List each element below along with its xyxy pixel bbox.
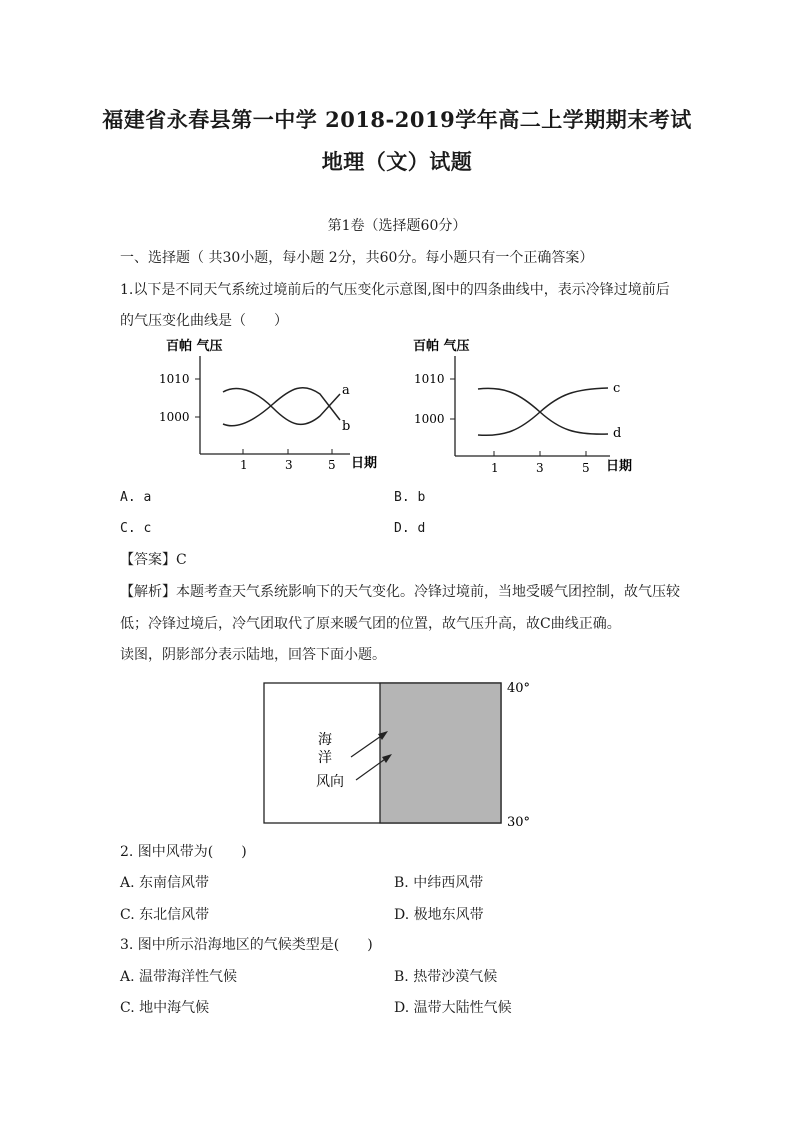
coast-map [260, 674, 540, 834]
latitude-label-top: 40° [507, 681, 531, 696]
curve-b [223, 388, 340, 426]
wind-direction-label: 风向 [316, 774, 344, 790]
curve-c [478, 388, 608, 434]
q1-analysis-line1: 【解析】本题考查天气系统影响下的天气变化。冷锋过境前，当地受暖气团控制，故气压较 [120, 584, 680, 600]
part-header: 一、选择题（ 共30小题，每小题 2分，共60分。每小题只有一个正确答案） [120, 250, 594, 266]
curve-label-b: b [342, 419, 351, 434]
ocean-label-2: 洋 [318, 750, 332, 766]
chart-right-xtick: 3 [536, 461, 544, 475]
chart-left-ytick: 1010 [159, 372, 190, 386]
curve-label-c: c [613, 381, 621, 396]
page-subtitle: 地理（文）试题 [321, 149, 473, 174]
q1-stem-line1: 1.以下是不同天气系统过境前后的气压变化示意图,图中的四条曲线中，表示冷锋过境前后 [120, 282, 670, 298]
q1-option-b: B. b [394, 490, 426, 505]
q3-option-d: D. 温带大陆性气候 [394, 1000, 512, 1016]
pressure-chart-left [155, 334, 385, 476]
curve-a [223, 389, 340, 425]
q1-analysis-line2: 低；冷锋过境后，冷气团取代了原来暖气团的位置，故气压升高，故C曲线正确。 [120, 616, 621, 632]
q1-option-c: C. c [120, 521, 152, 536]
read-prompt: 读图，阴影部分表示陆地，回答下面小题。 [120, 647, 386, 663]
curve-d [478, 388, 608, 435]
chart-right-ylabel: 百帕 气压 [413, 339, 470, 354]
chart-left-xtick: 3 [285, 458, 293, 472]
q1-option-d: D. d [394, 521, 426, 536]
q3-option-b: B. 热带沙漠气候 [394, 969, 498, 985]
q2-option-c: C. 东北信风带 [120, 907, 210, 923]
curve-label-d: d [613, 426, 622, 441]
chart-left-xtick: 1 [240, 458, 248, 472]
page-title: 福建省永春县第一中学 2018-2019学年高二上学期期末考试 [102, 107, 692, 132]
chart-left-xtick: 5 [328, 458, 336, 472]
q2-option-d: D. 极地东风带 [394, 907, 484, 923]
q1-stem-line2: 的气压变化曲线是（ ） [120, 313, 288, 329]
latitude-label-bottom: 30° [507, 815, 531, 830]
chart-left-ylabel: 百帕 气压 [166, 339, 223, 354]
q3-option-a: A. 温带海洋性气候 [120, 969, 238, 985]
section-header: 第1卷（选择题60分） [327, 218, 467, 234]
curve-label-a: a [342, 383, 350, 398]
chart-left-xlabel: 日期 [351, 456, 378, 471]
land-area [380, 683, 501, 823]
chart-right-ytick: 1000 [414, 412, 445, 426]
q3-stem: 3. 图中所示沿海地区的气候类型是( ) [120, 937, 373, 953]
q2-option-a: A. 东南信风带 [120, 875, 210, 891]
q2-option-b: B. 中纬西风带 [394, 875, 484, 891]
chart-left-ytick: 1000 [159, 410, 190, 424]
ocean-label-1: 海 [318, 732, 332, 748]
chart-right-xlabel: 日期 [606, 459, 633, 474]
q3-option-c: C. 地中海气候 [120, 1000, 210, 1016]
chart-right-ytick: 1010 [414, 372, 445, 386]
chart-right-xtick: 5 [582, 461, 590, 475]
pressure-chart-right [410, 334, 642, 476]
chart-right-xtick: 1 [491, 461, 499, 475]
q2-stem: 2. 图中风带为( ) [120, 844, 247, 860]
q1-answer: 【答案】C [120, 552, 187, 568]
q1-option-a: A. a [120, 490, 152, 505]
